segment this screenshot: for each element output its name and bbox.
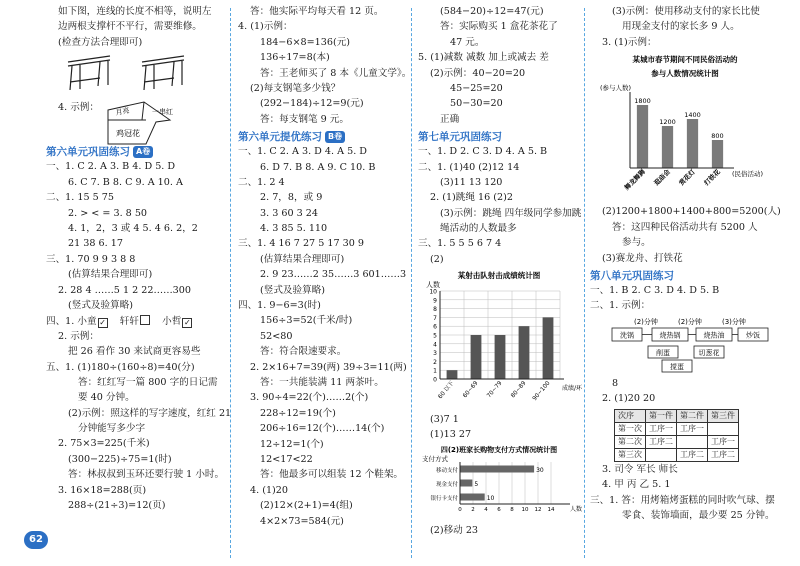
text-line: (3)示例：跳绳 四年级同学参加跳 — [440, 207, 582, 219]
bar — [460, 466, 534, 473]
column-1 — [46, 6, 232, 515]
x-tick-label: 10 — [521, 507, 529, 514]
check-icon: ✓ — [184, 318, 191, 328]
x-tick-label: 60 以下 — [437, 380, 456, 401]
text-line: 8 — [612, 378, 619, 390]
parallel-bars-diagram — [46, 52, 224, 96]
column-2 — [238, 6, 412, 531]
x-tick-label: 6 — [497, 507, 501, 514]
shooting-score-bar-chart — [418, 269, 583, 409]
text-line: 206÷16=12(个)……14(个) — [260, 423, 385, 435]
text-line: 288÷(21÷3)=12(页) — [68, 500, 166, 512]
text-line: 3. 90÷4=22(个)……2(个) — [250, 392, 369, 404]
text-line: 6. D 7. B 8. A 9. C 10. B — [260, 161, 376, 173]
bar-value-label: 1200 — [659, 118, 676, 127]
text-line: 2. (1)20 20 — [602, 393, 656, 405]
text-line: 21 38 6. 17 — [68, 238, 123, 250]
text-line: 5. (1)减数 减数 加上或减去 差 — [418, 52, 549, 64]
text-line: 一、1. C 2. A 3. D 4. A 5. D — [238, 146, 367, 158]
bar — [471, 335, 482, 379]
text-line: 50−30=20 — [450, 98, 503, 110]
bar — [637, 105, 648, 168]
y-tick-label: 9 — [433, 297, 437, 305]
text-line: 五、1. (1)180÷(160÷8)=40(分) — [46, 361, 195, 373]
bar — [447, 370, 458, 379]
text-line: 4. (1)20 — [250, 484, 289, 496]
text-line: 6. C 7. B 8. C 9. A 10. A — [68, 176, 183, 188]
section-title: 第六单元提优练习 B卷 — [238, 129, 406, 146]
section-title: 第七单元巩固练习 — [418, 131, 502, 144]
text-line: (竖式及验算略) — [68, 299, 134, 311]
text-line: 用现金支付的家长多 9 人。 — [622, 21, 740, 33]
bar — [687, 119, 698, 168]
text-line: 一、1. D 2. C 3. D 4. A 5. B — [418, 146, 548, 158]
check-icon: ✓ — [99, 318, 106, 328]
x-tick-label: 逛庙会 — [652, 167, 672, 188]
bar — [519, 326, 530, 379]
text-line: 47 元。 — [450, 36, 485, 48]
bar-value-label: 10 — [486, 495, 495, 503]
diagram-word: 鸡冠花 — [116, 129, 140, 139]
text-line: (2) — [430, 253, 444, 265]
text-line: (3)示例：使用移动支付的家长比使 — [612, 6, 760, 17]
text-line: 12÷12=1(个) — [260, 438, 324, 450]
text-line: 答：林叔叔到玉环还要行驶 1 小时。 — [68, 469, 225, 481]
column-divider — [411, 8, 412, 558]
table-row — [615, 448, 739, 461]
table-row — [615, 422, 739, 435]
flow-time-label: (3)分钟 — [722, 317, 746, 326]
y-tick-label: 5 — [433, 332, 437, 340]
text-line: 三、1. 70 9 9 3 8 8 — [46, 253, 136, 265]
y-tick-label: 移动支付 — [435, 468, 458, 475]
text-line: (2)移动 23 — [430, 524, 479, 536]
text-line: 三、1. 答：用烤箱烤蛋糕的同时吹气球、摆 — [590, 494, 775, 506]
section-title: 第六单元巩固练习 A卷 — [46, 144, 224, 161]
table-cell: 第三次 — [615, 448, 646, 461]
text-line: 二、1. 示例： — [590, 300, 651, 312]
text-line: 答：他最多可以组装 12 个鞋架。 — [260, 469, 404, 481]
text-line: 三、1. 4 16 7 27 5 17 30 9 — [238, 238, 364, 250]
flow-step-label: 炒饭 — [746, 331, 760, 340]
table-cell: 工序二 — [708, 448, 739, 461]
y-tick-label: 3 — [433, 350, 437, 358]
text-line: 一、1. C 2. A 3. B 4. D 5. D — [46, 161, 176, 173]
text-line: (2)示例：照这样的写字速度，红红 21 — [68, 407, 232, 419]
text-line: 答：他实际平均每天看 12 页。 — [250, 6, 384, 17]
bar — [460, 480, 472, 487]
bar-value-label: 1800 — [634, 97, 651, 106]
bar — [495, 335, 506, 379]
table-cell: 工序二 — [646, 435, 677, 448]
table-cell: 工序一 — [646, 422, 677, 435]
y-tick-label: 现金支付 — [435, 482, 458, 489]
y-axis-label: 人数 — [426, 281, 440, 290]
payment-method-bar-chart — [418, 444, 583, 520]
column-divider — [584, 8, 585, 558]
checkbox-line: 四、1. 小童 ✓ 轩轩 小哲 ✓ — [46, 316, 191, 328]
example-label: 4. 示例： — [58, 102, 99, 114]
cooking-flow-diagram — [590, 316, 780, 374]
text-line: 答：这四种民俗活动共有 5200 人 — [612, 221, 758, 233]
table-cell — [708, 422, 739, 435]
text-line: (3)11 13 120 — [440, 176, 503, 188]
text-line: 136÷17=8(本) — [260, 52, 330, 64]
text-line: 参与。 — [622, 237, 651, 249]
origami-diagram — [46, 100, 224, 144]
text-line: 零食、装饰墙面，最少要 25 分钟。 — [622, 510, 775, 521]
bar-value-label: 5 — [474, 481, 479, 489]
y-tick-label: 6 — [433, 323, 437, 331]
x-tick-label: 2 — [471, 507, 475, 514]
table-cell: 工序一 — [677, 422, 708, 435]
table-row — [615, 435, 739, 448]
text-line: 边两根支撑杆不平行，需要维修。 — [58, 21, 202, 33]
table-header-cell: 第一件 — [646, 409, 677, 422]
text-line: 2. 9 23……2 35……3 601……3 — [260, 269, 407, 281]
flow-time-label: (2)分钟 — [678, 317, 702, 326]
text-line: 2. > < = 3. 8 50 — [68, 207, 148, 219]
bar — [712, 140, 723, 168]
empty-box-icon — [140, 315, 150, 325]
text-line: 4×2×73=584(元) — [260, 515, 344, 527]
text-line: 3. (1)示例： — [602, 36, 657, 48]
text-line: 2. 28 4 ……5 1 2 22……300 — [58, 284, 191, 296]
y-tick-label: 7 — [433, 315, 437, 323]
text-line: 3. 16×18=288(页) — [58, 484, 147, 496]
text-line: 答：实际购买 1 盒花茶花了 — [440, 21, 558, 33]
folk-activity-bar-chart — [590, 52, 780, 202]
x-axis-label: 成绩/环 — [562, 385, 583, 393]
text-line: (估算结果合理即可) — [68, 269, 153, 281]
y-axis-label: (参与人数) — [600, 84, 632, 93]
x-tick-label: 赏花灯 — [677, 167, 697, 188]
bar-value-label: 1400 — [684, 111, 701, 120]
text-line: 52<80 — [260, 330, 293, 342]
text-line: (300−225)÷75=1(时) — [68, 453, 172, 465]
text-line: 12<17<22 — [260, 453, 313, 465]
bar-value-label: 30 — [536, 467, 544, 475]
bar — [662, 126, 673, 168]
text-line: 184−6×8=136(元) — [260, 36, 351, 48]
text-line: (2)示例：40−20=20 — [430, 67, 526, 79]
text-line: 156÷3=52(千米/时) — [260, 315, 353, 327]
column-divider — [230, 8, 231, 558]
text-line: 答：符合限速要求。 — [260, 346, 347, 358]
text-line: 一、1. B 2. C 3. D 4. D 5. B — [590, 285, 720, 296]
text-line: 45−25=20 — [450, 82, 503, 94]
text-line: 绳活动的人数最多 — [440, 223, 517, 235]
flow-time-label: (2)分钟 — [634, 317, 658, 326]
process-order-table — [614, 409, 739, 462]
table-cell: 第一次 — [615, 422, 646, 435]
text-line: (3)赛龙舟、打铁花 — [602, 252, 683, 264]
y-tick-label: 1 — [433, 367, 437, 375]
text-line: 2. 示例： — [58, 330, 99, 342]
text-line: (检查方法合理即可) — [58, 36, 143, 48]
text-line: 答：每支钢笔 9 元。 — [260, 113, 349, 125]
table-header-cell: 次序 — [615, 409, 646, 422]
diagram-word: 月亮 — [114, 107, 131, 118]
section-badge: A卷 — [133, 146, 153, 158]
text-line: (2)1200+1800+1400+800=5200(人) — [602, 206, 781, 218]
text-line: (估算结果合理即可) — [260, 253, 345, 265]
text-line: 把 26 看作 30 来试商更容易些 — [68, 346, 201, 358]
x-tick-label: 70~79 — [486, 380, 504, 400]
flow-step-label: 洗锅 — [620, 331, 634, 340]
text-line: 二、1. 15 5 75 — [46, 192, 115, 204]
text-line: (292−184)÷12=9(元) — [260, 98, 364, 110]
y-tick-label: 0 — [433, 376, 437, 384]
text-line: (2)12×(2+1)=4(组) — [260, 500, 353, 512]
text-line: 2. 7，8，或 9 — [260, 192, 323, 204]
x-tick-label: 90~100 — [531, 380, 552, 403]
text-line: 228÷12=19(个) — [260, 407, 336, 419]
chart-supertitle: 某城市春节期间不同民俗活动的 — [632, 55, 738, 65]
text-line: 4. 3 85 5. 110 — [260, 223, 328, 235]
section-title: 第八单元巩固练习 — [590, 270, 674, 282]
flow-step-label: 烧热锅 — [659, 331, 681, 340]
x-tick-label: 舞龙舞狮 — [622, 167, 647, 192]
x-tick-label: 4 — [484, 507, 488, 514]
page-number-badge: 62 — [24, 531, 48, 549]
x-axis-label: (民俗活动) — [732, 170, 764, 179]
text-line: 2. (1)跳绳 16 (2)2 — [430, 192, 513, 204]
chart-title: 某射击队射击成绩统计图 — [457, 271, 541, 281]
diagram-word: 一串红 — [152, 108, 173, 117]
text-line: (2)每支钢笔多少钱？ — [250, 82, 341, 94]
table-header-cell: 第三件 — [708, 409, 739, 422]
flow-step-label: 烧热油 — [703, 331, 725, 340]
chart-title: 参与人数情况统计图 — [651, 69, 719, 79]
text-line: 四、1. 9−6=3(时) — [238, 300, 321, 312]
x-tick-label: 14 — [547, 507, 555, 514]
text-line: 要 40 分钟。 — [78, 392, 135, 404]
table-header-cell: 第二件 — [677, 409, 708, 422]
flow-sub-label: 削蛋 — [656, 348, 670, 357]
x-tick-label: 80~89 — [510, 380, 528, 400]
text-line: 2. 75×3=225(千米) — [58, 438, 150, 450]
bar — [543, 318, 554, 380]
text-line: (3)7 1 — [430, 413, 459, 425]
flow-sub-label: 搅蛋 — [670, 362, 684, 371]
y-tick-label: 8 — [433, 306, 437, 314]
x-axis-label: 人数 — [570, 506, 583, 514]
text-line: 二、1. (1)40 (2)12 14 — [418, 161, 520, 173]
column-3 — [418, 6, 583, 540]
chart-title: 四(2)班家长购物支付方式情况统计图 — [440, 446, 558, 455]
text-line: 3. 3 60 3 24 — [260, 207, 318, 219]
bar-value-label: 800 — [711, 132, 724, 141]
y-tick-label: 银行卡支付 — [430, 496, 458, 503]
x-tick-label: 打铁花 — [702, 167, 722, 188]
x-tick-label: 0 — [458, 507, 462, 514]
table-header-row — [615, 409, 739, 422]
y-tick-label: 4 — [433, 341, 437, 349]
text-line: 2. 2×16+7=39(两) 39÷3=11(两) — [250, 361, 407, 373]
table-cell — [646, 448, 677, 461]
x-tick-label: 8 — [510, 507, 514, 514]
x-tick-label: 60~69 — [462, 380, 480, 400]
text-line: (584−20)÷12=47(元) — [440, 6, 544, 17]
y-axis-label: 支付方式 — [422, 455, 448, 464]
text-line: 三、1. 5 5 5 6 7 4 — [418, 238, 502, 250]
y-tick-label: 10 — [429, 288, 437, 296]
text-line: 分钟能写多少字 — [78, 423, 146, 435]
text-line: 答：红红写一篇 800 字的日记需 — [78, 376, 218, 388]
text-line: 答：一共能装满 11 两茶叶。 — [260, 376, 384, 388]
text-line: (竖式及验算略) — [260, 284, 326, 296]
table-cell: 工序二 — [677, 448, 708, 461]
text-line: 二、1. 2 4 — [238, 176, 285, 188]
table-cell — [677, 435, 708, 448]
origami-shape — [46, 100, 224, 144]
bar — [460, 494, 485, 501]
text-line: 答：王老师买了 8 本《儿童文学》。 — [260, 67, 412, 79]
text-line: (1)13 27 — [430, 428, 472, 440]
x-tick-label: 12 — [534, 507, 542, 514]
text-line: 4. 1，2，3 或 4 5. 4 6. 2，2 — [68, 223, 198, 234]
column-4 — [590, 6, 780, 525]
text-line: 3. 司令 军长 师长 — [602, 463, 678, 475]
flow-sub-label: 切葱花 — [698, 348, 720, 357]
section-badge: B卷 — [325, 131, 345, 143]
text-line: 正确 — [440, 113, 460, 125]
y-tick-label: 2 — [433, 359, 437, 367]
table-cell: 工序一 — [708, 435, 739, 448]
text-line: 4. (1)示例： — [238, 21, 293, 33]
text-line: 4. 甲 丙 乙 5. 1 — [602, 479, 671, 491]
table-cell: 第二次 — [615, 435, 646, 448]
text-line: 如下图，连线的长度不相等，说明左 — [58, 6, 212, 17]
